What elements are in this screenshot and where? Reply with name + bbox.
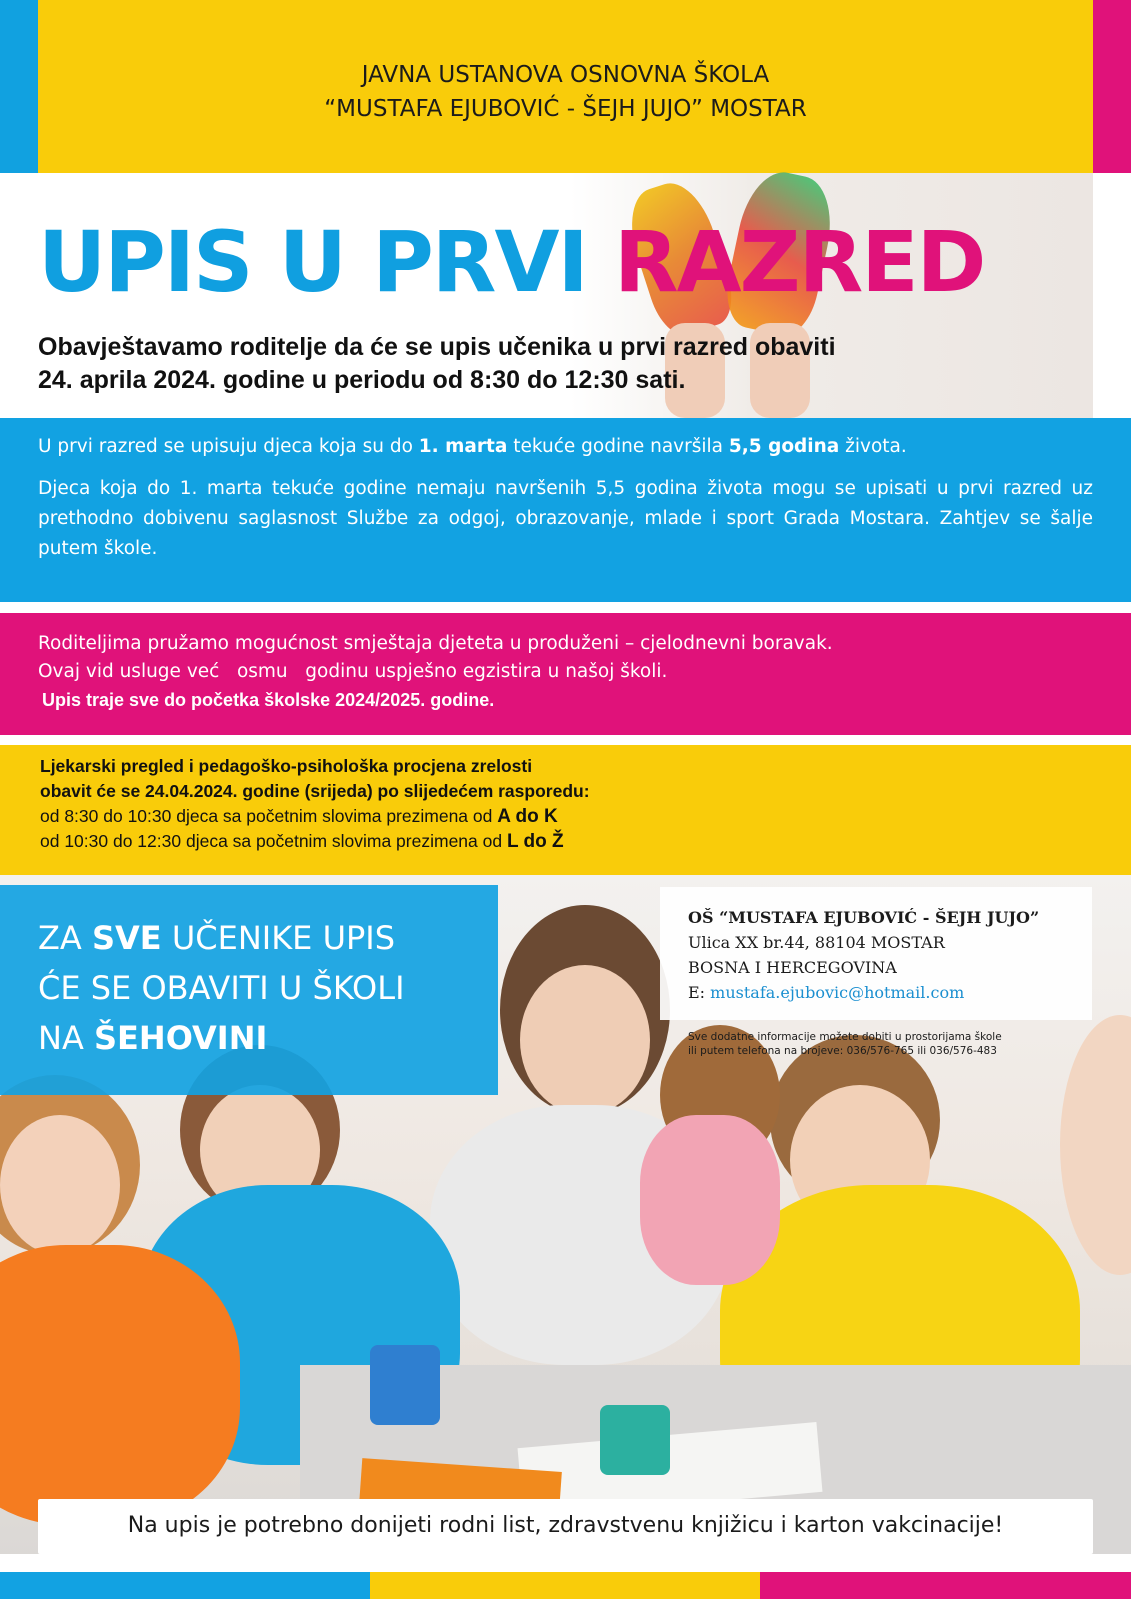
left-color-strip: [0, 0, 38, 173]
eligibility-paragraph-2: Djeca koja do 1. marta tekuće godine nemaju navršenih 5,5 godina života mogu se upisati u prvi razred uz prethodno dobivenu saglasnost Službe za odgoj, obrazovanje, mlade i sport Grada Mostara. Zahtjev se šalje putem škole.: [38, 478, 1093, 559]
footer-strip-yellow: [370, 1572, 760, 1599]
text-fragment: NA: [38, 1019, 94, 1057]
school-name: [38, 58, 1093, 126]
schedule-line3: [40, 804, 1100, 829]
notice-line1: Obavještavamo roditelje da će se upis učenika u prvi razred obaviti: [38, 333, 836, 361]
location-line2: ĆE SE OBAVITI U ŠKOLI: [38, 969, 405, 1007]
schedule-line2: obavit će se 24.04.2024. godine (srijeda) po slijedećem rasporedu:: [40, 781, 590, 801]
enrollment-notice: [38, 331, 1098, 397]
requirements-text: Na upis je potrebno donijeti rodni list, zdravstvenu knjižicu i karton vakcinacije!: [127, 1513, 1004, 1538]
contact-extra-info: [688, 1030, 1098, 1058]
letter-range: L do Ž: [506, 831, 564, 852]
info-line2: ili putem telefona na brojeve: 036/576-765 ili 036/576-483: [688, 1045, 997, 1057]
text-fragment: ZA: [38, 919, 92, 957]
school-name-line1: JAVNA USTANOVA OSNOVNA ŠKOLA: [361, 62, 770, 88]
text-bold: SVE: [91, 919, 162, 957]
schedule-line1: Ljekarski pregled i pedagoško-psihološka procjena zrelosti: [40, 756, 533, 776]
school-name-line2: “MUSTAFA EJUBOVIĆ - ŠEJH JUJO” MOSTAR: [324, 96, 807, 122]
location-line3: [38, 1013, 488, 1063]
schedule-text: [40, 754, 1100, 854]
schedule-line4: [40, 829, 1100, 854]
contact-address: Ulica XX br.44, 88104 MOSTAR: [688, 933, 945, 952]
daycare-line2: Ovaj vid usluge već osmu godinu uspješno egzistira u našoj školi.: [38, 661, 668, 682]
daycare-line1: Roditeljima pružamo mogućnost smještaja djeteta u produženi – cjelodnevni boravak.: [38, 633, 833, 654]
info-line1: Sve dodatne informacije možete dobiti u prostorijama škole: [688, 1031, 1002, 1043]
text-bold: ŠEHOVINI: [94, 1019, 268, 1057]
eligibility-paragraph-1: [38, 432, 1093, 462]
age-highlight: 5,5 godina: [728, 436, 840, 457]
footer-strip-pink: [760, 1572, 1131, 1599]
text-fragment: tekuće godine navršila: [507, 436, 729, 457]
contact-school-name: OŠ “MUSTAFA EJUBOVIĆ - ŠEJH JUJO”: [688, 908, 1040, 927]
contact-info: [688, 905, 1088, 1005]
text-fragment: života.: [839, 436, 907, 457]
letter-range: A do K: [497, 806, 558, 827]
contact-email-row: [688, 980, 1088, 1005]
email-label: E:: [688, 983, 711, 1002]
title-part-blue: UPIS U PRVI: [38, 213, 614, 311]
page-title: [38, 212, 984, 312]
footer-spacer: [0, 1554, 1131, 1572]
contact-country: BOSNA I HERCEGOVINA: [688, 958, 897, 977]
email-link[interactable]: mustafa.ejubovic@hotmail.com: [710, 983, 965, 1002]
notice-line2: 24. aprila 2024. godine u periodu od 8:30 do 12:30 sati.: [38, 366, 686, 394]
date-highlight: 1. marta: [418, 436, 508, 457]
footer-strip-blue: [0, 1572, 370, 1599]
text-fragment: U prvi razred se upisuju djeca koja su do: [38, 436, 419, 457]
daycare-line3: Upis traje sve do početka školske 2024/2025. godine.: [42, 690, 495, 710]
title-part-pink: RAZRED: [613, 213, 985, 311]
eligibility-text: [38, 432, 1093, 576]
daycare-text: [38, 630, 1098, 714]
location-line1: [38, 913, 488, 963]
text-fragment: od 8:30 do 10:30 djeca sa početnim slovima prezimena od: [40, 806, 498, 826]
text-fragment: UČENIKE UPIS: [161, 919, 396, 957]
text-fragment: od 10:30 do 12:30 djeca sa početnim slovima prezimena od: [40, 831, 507, 851]
location-text: [38, 913, 488, 1063]
